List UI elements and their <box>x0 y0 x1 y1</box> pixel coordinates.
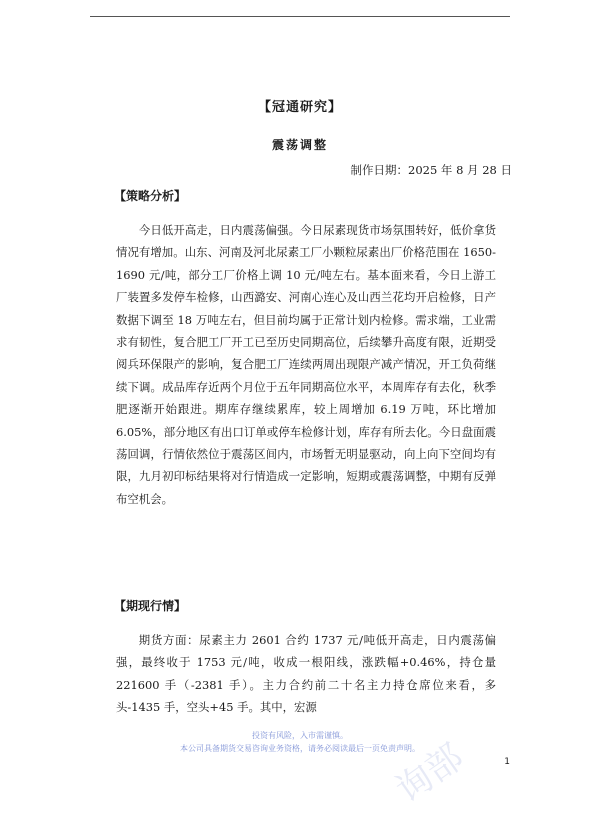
strategy-paragraph: 今日低开高走，日内震荡偏强。今日尿素现货市场氛围转好，低价拿货情况有增加。山东、河南及河北尿素工厂小颗粒尿素出厂价格范围在 1650-1690 元/吨，部分工厂价格上调 10 元/吨左右。基本面来看，今日上游工厂装置多发停车检修，山西潞安、河南心连心及山西兰花均开启检修，日产数据下调至 18 万吨左右，但目前均属于正常计划内检修。需求端，工业需求有韧性，复合肥工厂开工已至历史同期高位，后续攀升高度有限，近期受阅兵环保限产的影响，复合肥工厂连续两周出现限产减产情况，开工负荷继续下调。成品库存近两个月位于五年同期高位水平，本周库存有去化，秋季肥逐渐开始跟进。期库存继续累库，较上周增加 6.19 万吨，环比增加 6.05%，部分地区有出口订单或停车检修计划，库存有所去化。今日盘面震荡回调，行情依然位于震荡区间内，市场暂无明显驱动，向上向下空间均有限，九月初印标结果将对行情造成一定影响，短期或震荡调整，中期有反弹布空机会。 <box>116 223 496 506</box>
org-title: 【冠通研究】 <box>257 100 342 115</box>
risk-disclaimer-line2: 本公司具备期货交易咨询业务资格，请务必阅读最后一页免责声明。 <box>180 744 420 753</box>
section-heading-market: 【期现行情】 <box>114 599 187 613</box>
document-title: 震荡调整 <box>271 138 328 152</box>
risk-disclaimer-line1: 投资有风险，入市需谨慎。 <box>252 731 348 740</box>
header-rule <box>90 16 510 17</box>
market-paragraph: 期货方面：尿素主力 2601 合约 1737 元/吨低开高走，日内震荡偏强，最终收于 1753 元/吨，收成一根阳线，涨跌幅+0.46%，持仓量 221600 手（-2381 手）。主力合约前二十名主力持仓席位来看，多头-1435 手，空头+45 手。其中，宏源 <box>116 633 496 715</box>
watermark: 询部 <box>388 736 471 812</box>
document-date: 制作日期：2025 年 8 月 28 日 <box>350 163 512 177</box>
section-heading-strategy: 【策略分析】 <box>114 189 187 203</box>
risk-disclaimer <box>0 729 600 755</box>
page-number: 1 <box>504 757 510 767</box>
